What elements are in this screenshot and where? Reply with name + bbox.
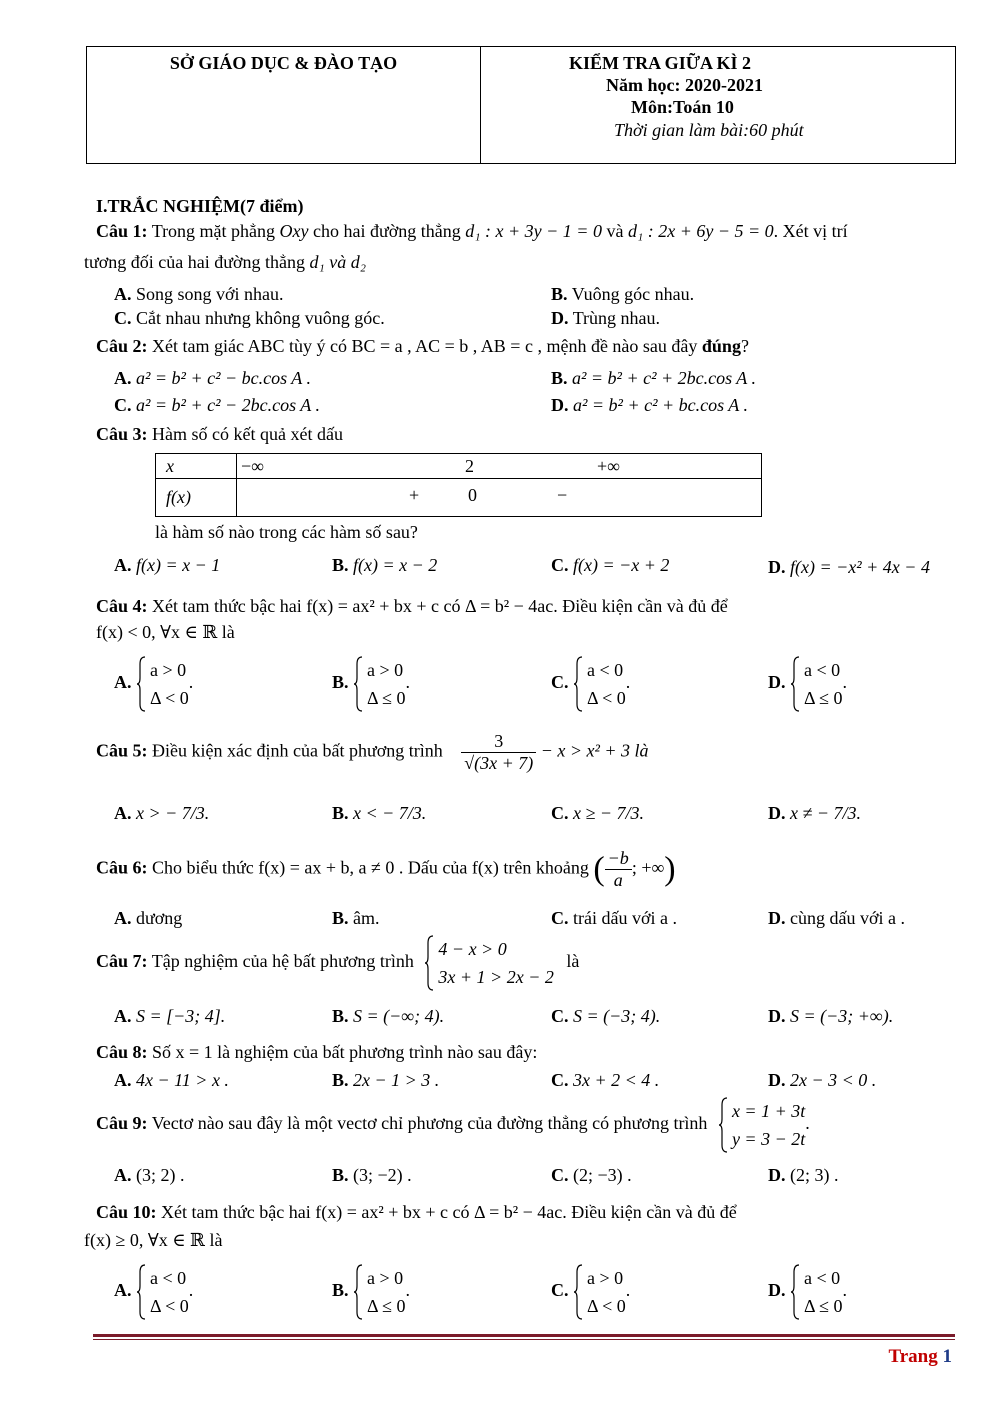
- q8-option-d[interactable]: [768, 1070, 876, 1091]
- option-label: B.: [332, 555, 349, 575]
- option-text: dương: [136, 908, 183, 928]
- department-cell: [87, 47, 481, 163]
- option-label: D.: [768, 1280, 786, 1301]
- q4-d-system: [790, 656, 842, 712]
- sys-line-1: x = 1 + 3t: [731, 1101, 806, 1121]
- sys-line-1: a < 0: [804, 1268, 841, 1288]
- sign-zero: 0: [468, 485, 477, 505]
- sys-line-1: a < 0: [587, 660, 624, 680]
- option-label: A.: [114, 284, 132, 304]
- option-text: a² = b² + c² − bc.cos A .: [136, 368, 311, 388]
- sys-line-2: y = 3 − 2t: [731, 1129, 806, 1149]
- q6-den: a: [613, 870, 623, 890]
- sys-line-2: Δ ≤ 0: [367, 688, 406, 708]
- subject: Môn:Toán 10: [631, 97, 734, 117]
- q5-den: √(3x + 7): [464, 753, 534, 773]
- q6-fraction: [605, 848, 632, 891]
- brace-icon: [573, 1264, 583, 1320]
- q7-option-a[interactable]: [114, 1006, 225, 1027]
- q4-option-b[interactable]: B. a > 0 Δ ≤ 0 .: [332, 656, 410, 712]
- q5-option-d[interactable]: [768, 803, 861, 824]
- q9-system: [718, 1097, 805, 1153]
- q2-bold: đúng: [701, 336, 741, 356]
- q8-option-c[interactable]: [551, 1070, 659, 1091]
- option-text: Song song với nhau.: [136, 284, 284, 304]
- q1-and: và: [606, 221, 624, 241]
- option-label: A.: [114, 1165, 132, 1185]
- q2-option-d[interactable]: [551, 395, 748, 416]
- sys-line-1: a < 0: [150, 1268, 187, 1288]
- q2-end: ?: [740, 336, 749, 356]
- brace-icon: [424, 935, 434, 991]
- option-text: (3; 2) .: [136, 1165, 185, 1185]
- option-text: a² = b² + c² + 2bc.cos A .: [572, 368, 756, 388]
- department-name: SỞ GIÁO DỤC & ĐÀO TẠO: [169, 53, 398, 73]
- q6-option-c[interactable]: [551, 908, 677, 929]
- sign-cell-signs: [237, 479, 762, 517]
- option-text: S = (−3; 4).: [573, 1006, 661, 1026]
- sys-line-1: a > 0: [150, 660, 187, 680]
- q6-num: −b: [605, 848, 632, 870]
- option-label: D.: [768, 803, 786, 823]
- q3-option-c[interactable]: [551, 555, 669, 576]
- option-label: D.: [768, 908, 786, 928]
- option-text: (3; −2) .: [353, 1165, 412, 1185]
- sys-line-2: Δ < 0: [150, 688, 189, 708]
- q4-option-a[interactable]: A. a > 0 Δ < 0 .: [114, 656, 193, 712]
- option-label: D.: [768, 1006, 786, 1026]
- option-text: f(x) = −x² + 4x − 4: [790, 557, 930, 577]
- option-label: C.: [114, 395, 132, 415]
- question-9: Câu 9: Vectơ nào sau đây là một vectơ chỉ phương của đường thẳng có phương trình x = 1 + 3t y = 3 − 2t .: [96, 1097, 810, 1153]
- q6-label: Câu 6:: [96, 857, 148, 878]
- page-number: [888, 1346, 952, 1368]
- sign-table-row-f: [156, 479, 762, 517]
- option-text: (2; −3) .: [573, 1165, 632, 1185]
- q1-line2-text: tương đối của hai đường thẳng: [84, 252, 306, 272]
- option-label: A.: [114, 908, 132, 928]
- page-word: Trang: [888, 1346, 938, 1367]
- brace-icon: [136, 656, 146, 712]
- option-label: A.: [114, 1280, 132, 1301]
- option-label: A.: [114, 672, 132, 693]
- question-3: [96, 424, 343, 445]
- q6-option-d[interactable]: [768, 908, 905, 929]
- sys-line-2: Δ ≤ 0: [804, 688, 843, 708]
- q9-option-b[interactable]: [332, 1165, 412, 1186]
- question-6: [96, 848, 676, 891]
- q2-option-b[interactable]: [551, 368, 756, 389]
- option-label: C.: [551, 1280, 569, 1301]
- option-text: f(x) = −x + 2: [573, 555, 670, 575]
- q8-option-a[interactable]: [114, 1070, 229, 1091]
- option-text: S = (−∞; 4).: [353, 1006, 445, 1026]
- q7-option-b[interactable]: [332, 1006, 444, 1027]
- q5-rest: − x > x² + 3 là: [540, 740, 649, 761]
- sys-line-1: 4 − x > 0: [438, 939, 507, 959]
- sign-table-row-x: [156, 454, 762, 479]
- q1-line2-d: d₁ và d₂: [309, 252, 367, 272]
- option-label: A.: [114, 803, 132, 823]
- q10-a-system: [136, 1264, 189, 1320]
- q8-option-b[interactable]: [332, 1070, 439, 1091]
- option-label: B.: [332, 1280, 349, 1301]
- sys-line-2: Δ < 0: [150, 1296, 189, 1316]
- option-label: C.: [551, 1070, 569, 1090]
- q5-option-c[interactable]: [551, 803, 644, 824]
- sign-neg-inf: −∞: [241, 456, 264, 476]
- option-label: C.: [551, 1006, 569, 1026]
- sign-cell-f: f(x): [156, 479, 237, 517]
- q3-option-d[interactable]: [768, 557, 930, 578]
- option-text: a² = b² + c² − 2bc.cos A .: [136, 395, 320, 415]
- page-num: 1: [942, 1346, 952, 1367]
- option-label: D.: [768, 557, 786, 577]
- option-label: A.: [114, 555, 132, 575]
- q8-text: Số x = 1 là nghiệm của bất phương trình nào sau đây:: [152, 1042, 538, 1062]
- brace-icon: [573, 656, 583, 712]
- sign-table: [155, 453, 762, 517]
- q7-option-d[interactable]: [768, 1006, 893, 1027]
- option-text: x ≠ − 7/3.: [790, 803, 862, 823]
- q6-paren-open: (: [593, 850, 605, 888]
- option-label: C.: [551, 1165, 569, 1185]
- option-text: Vuông góc nhau.: [571, 284, 695, 304]
- q3-label: Câu 3:: [96, 424, 148, 444]
- exam-info-cell: [481, 47, 955, 163]
- brace-icon: [136, 1264, 146, 1320]
- q1-line-d2: d₁ : 2x + 6y − 5 = 0: [627, 221, 774, 241]
- q9-text: Vectơ nào sau đây là một vectơ chỉ phương của đường thẳng có phương trình: [151, 1113, 708, 1134]
- q1-label: Câu 1:: [96, 221, 148, 241]
- exam-header-table: [86, 46, 956, 164]
- option-label: A.: [114, 1006, 132, 1026]
- q1-line2: [84, 252, 366, 273]
- option-label: C.: [551, 803, 569, 823]
- brace-icon: [353, 656, 363, 712]
- option-text: x ≥ − 7/3.: [573, 803, 645, 823]
- option-text: (2; 3) .: [790, 1165, 839, 1185]
- brace-icon: [718, 1097, 728, 1153]
- footer-rule-thin: [93, 1339, 955, 1340]
- option-text: cùng dấu với a .: [790, 908, 905, 928]
- option-label: B.: [332, 1070, 349, 1090]
- q2-text: Xét tam giác ABC tùy ý có BC = a , AC = b , AB = c , mệnh đề nào sau đây: [152, 336, 698, 356]
- option-label: D.: [768, 1070, 786, 1090]
- q5-option-a[interactable]: [114, 803, 209, 824]
- q10-c-system: [573, 1264, 626, 1320]
- q2-label: Câu 2:: [96, 336, 148, 356]
- q4-c-system: [573, 656, 626, 712]
- option-label: B.: [332, 908, 349, 928]
- q1-line-d1: d₁ : x + 3y − 1 = 0: [465, 221, 602, 241]
- brace-icon: [790, 656, 800, 712]
- q4-line2: f(x) < 0, ∀x ∈ ℝ là: [96, 622, 235, 642]
- q1-option-a[interactable]: [114, 284, 284, 305]
- q3-after: là hàm số nào trong các hàm số sau?: [155, 522, 418, 542]
- question-8: [96, 1042, 537, 1063]
- brace-icon: [353, 1264, 363, 1320]
- q10-line2: f(x) ≥ 0, ∀x ∈ ℝ là: [84, 1230, 223, 1250]
- sys-line-2: Δ ≤ 0: [367, 1296, 406, 1316]
- q2-option-a[interactable]: [114, 368, 311, 389]
- q4-a-system: [136, 656, 189, 712]
- option-label: C.: [551, 908, 569, 928]
- q9-option-c[interactable]: [551, 1165, 632, 1186]
- option-label: D.: [768, 1165, 786, 1185]
- option-text: âm.: [353, 908, 380, 928]
- option-label: A.: [114, 1070, 132, 1090]
- option-text: 4x − 11 > x .: [136, 1070, 229, 1090]
- q10-text: Xét tam thức bậc hai f(x) = ax² + bx + c có Δ = b² − 4ac. Điều kiện cần và đủ để: [161, 1202, 737, 1222]
- question-7: [96, 935, 579, 991]
- q2-option-c[interactable]: [114, 395, 320, 416]
- q3-option-a[interactable]: [114, 555, 220, 576]
- q5-fraction: [461, 731, 536, 774]
- q7-end: là: [566, 951, 580, 972]
- q5-text: Điều kiện xác định của bất phương trình: [152, 740, 443, 761]
- option-label: D.: [768, 672, 786, 693]
- time-limit: Thời gian làm bài:60 phút: [614, 120, 804, 140]
- q4-text: Xét tam thức bậc hai f(x) = ax² + bx + c có Δ = b² − 4ac. Điều kiện cần và đủ để: [152, 596, 728, 616]
- q10-b-system: [353, 1264, 405, 1320]
- sign-pos-inf: +∞: [597, 456, 620, 476]
- brace-icon: [790, 1264, 800, 1320]
- sys-line-1: a < 0: [804, 660, 841, 680]
- option-label: C.: [551, 672, 569, 693]
- q1-option-b[interactable]: [551, 284, 694, 305]
- q1-option-d[interactable]: [551, 308, 660, 329]
- option-text: trái dấu với a .: [573, 908, 677, 928]
- option-text: S = [−3; 4].: [136, 1006, 226, 1026]
- q6-text: Cho biểu thức f(x) = ax + b, a ≠ 0 . Dấu của f(x) trên khoảng: [152, 857, 589, 878]
- option-label: B.: [551, 368, 568, 388]
- q10-d-system: [790, 1264, 842, 1320]
- q3-text: Hàm số có kết quả xét dấu: [152, 424, 343, 444]
- exam-title: KIỂM TRA GIỮA KÌ 2: [569, 53, 752, 73]
- sign-cell-values: [237, 454, 762, 479]
- q6-option-a[interactable]: [114, 908, 182, 929]
- sys-line-2: Δ < 0: [587, 688, 626, 708]
- option-label: B.: [332, 803, 349, 823]
- question-5: [96, 731, 649, 774]
- question-10: [96, 1202, 737, 1223]
- q9-option-a[interactable]: [114, 1165, 185, 1186]
- q7-system: [424, 935, 553, 991]
- option-text: x < − 7/3.: [353, 803, 427, 823]
- option-label: B.: [332, 672, 349, 693]
- option-text: Cắt nhau nhưng không vuông góc.: [136, 308, 385, 328]
- option-label: C.: [114, 308, 132, 328]
- section-title: I.TRẮC NGHIỆM(7 điểm): [96, 196, 304, 216]
- sign-root: 2: [465, 456, 474, 476]
- option-label: B.: [332, 1165, 349, 1185]
- q10-label: Câu 10:: [96, 1202, 157, 1222]
- sys-line-1: a > 0: [587, 1268, 624, 1288]
- q4-option-d[interactable]: D. a < 0 Δ ≤ 0 .: [768, 656, 847, 712]
- option-text: 2x − 3 < 0 .: [790, 1070, 877, 1090]
- q10-option-b[interactable]: B. a > 0 Δ ≤ 0 .: [332, 1264, 410, 1320]
- option-label: D.: [551, 308, 569, 328]
- q1-text-a: Trong mặt phẳng: [151, 221, 276, 241]
- q8-label: Câu 8:: [96, 1042, 148, 1062]
- sys-line-2: Δ ≤ 0: [804, 1296, 843, 1316]
- option-label: C.: [551, 555, 569, 575]
- sys-line-1: a > 0: [367, 660, 404, 680]
- question-4: [96, 596, 728, 617]
- sys-line-2: 3x + 1 > 2x − 2: [438, 967, 554, 987]
- q1-text-b: cho hai đường thẳng: [313, 221, 461, 241]
- q1-oxy: Oxy: [279, 221, 309, 241]
- option-text: Trùng nhau.: [572, 308, 661, 328]
- option-text: x > − 7/3.: [136, 803, 210, 823]
- sign-minus: −: [557, 485, 568, 505]
- q10-option-d[interactable]: D. a < 0 Δ ≤ 0 .: [768, 1264, 847, 1320]
- option-label: D.: [551, 395, 569, 415]
- sys-line-1: a > 0: [367, 1268, 404, 1288]
- footer-rule-thick: [93, 1334, 955, 1337]
- q9-option-d[interactable]: [768, 1165, 839, 1186]
- option-label: A.: [114, 368, 132, 388]
- q1-text-c: . Xét vị trí: [773, 221, 848, 241]
- option-text: a² = b² + c² + bc.cos A .: [573, 395, 748, 415]
- q10-option-c[interactable]: C. a > 0 Δ < 0 .: [551, 1264, 630, 1320]
- option-text: f(x) = x − 2: [353, 555, 438, 575]
- question-2: [96, 336, 749, 357]
- q5-num: 3: [461, 731, 536, 753]
- option-text: f(x) = x − 1: [136, 555, 221, 575]
- q9-label: Câu 9:: [96, 1113, 148, 1134]
- q5-option-b[interactable]: [332, 803, 426, 824]
- q4-label: Câu 4:: [96, 596, 148, 616]
- q5-label: Câu 5:: [96, 740, 148, 761]
- q7-label: Câu 7:: [96, 951, 148, 972]
- q1-option-c[interactable]: [114, 308, 385, 329]
- option-label: B.: [332, 1006, 349, 1026]
- q7-option-c[interactable]: [551, 1006, 660, 1027]
- q4-option-c[interactable]: C. a < 0 Δ < 0 .: [551, 656, 630, 712]
- option-text: S = (−3; +∞).: [790, 1006, 894, 1026]
- school-year: Năm học: 2020-2021: [606, 75, 763, 95]
- sign-cell-x: x: [156, 454, 237, 479]
- question-1: [96, 221, 848, 242]
- q6-tail: ; +∞: [631, 857, 665, 878]
- q3-option-b[interactable]: [332, 555, 437, 576]
- sys-line-2: Δ < 0: [587, 1296, 626, 1316]
- option-label: B.: [551, 284, 568, 304]
- q6-option-b[interactable]: [332, 908, 380, 929]
- option-text: 2x − 1 > 3 .: [353, 1070, 440, 1090]
- q6-paren-close: ): [664, 850, 676, 888]
- q10-option-a[interactable]: A. a < 0 Δ < 0 .: [114, 1264, 193, 1320]
- q7-text: Tập nghiệm của hệ bất phương trình: [151, 951, 414, 972]
- sign-plus: +: [409, 485, 420, 505]
- option-text: 3x + 2 < 4 .: [573, 1070, 660, 1090]
- q4-b-system: [353, 656, 405, 712]
